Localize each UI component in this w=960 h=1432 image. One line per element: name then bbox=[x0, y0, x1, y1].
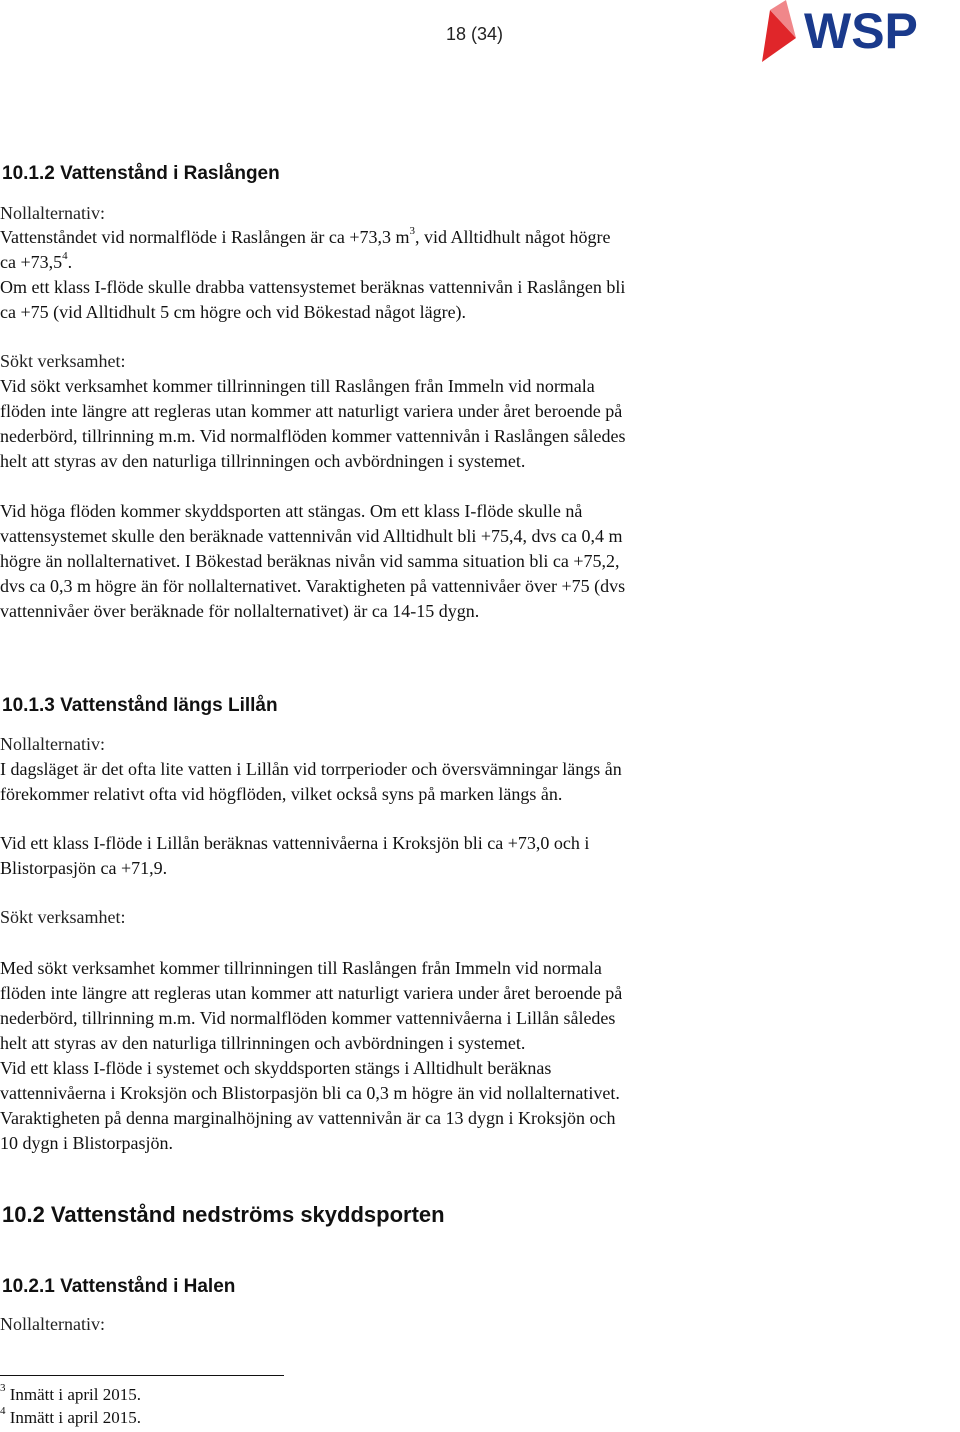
sokt-verksamhet-label: Sökt verksamhet: bbox=[0, 351, 126, 371]
sokt-verksamhet-label: Sökt verksamhet: bbox=[0, 907, 126, 927]
page-number: 18 (34) bbox=[446, 24, 504, 44]
paragraph-nollalternativ-raslangen: Vattenståndet vid normalflöde i Raslången är ca +73,3 $m^3$, vid Alltidhult något högre ca $+73,5^4$. Om ett klass I-flöde skulle drabba vattensystemet beräknas vattennivån i Raslången bli ca +75 (vid Alltidhult 5 cm högre och vid Bökestad något lägre). bbox=[0, 225, 626, 322]
footnote-3: $^3$ Inmätt i april 2015. bbox=[0, 1382, 142, 1404]
footnote-ref-4[interactable]: 4 bbox=[62, 250, 68, 262]
nollalternativ-label: Nollalternativ: bbox=[0, 1314, 105, 1334]
paragraph-sokt-lillan: Med sökt verksamhet kommer tillrinningen till Raslången från Immeln vid normala flöden inte längre att regleras utan kommer att naturligt variera under året beroende på nederbörd, tillrinning m.m. Vid normalflöden kommer vattennivåerna i Lillån således helt att styras av den naturliga tillrinningen och avbördningen i systemet. Vid ett klass I-flöde i systemet och skyddsporten stängs i Alltidhult beräknas vattennivåerna i Kroksjön och Blistorpasjön bli ca 0,3 m högre än vid nollalternativet. Varaktigheten på denna marginalhöjning av vattennivån är ca 13 dygn i Kroksjön och 10 dygn i Blistorpasjön. bbox=[0, 958, 623, 1153]
paragraph-nollalternativ-lillan: I dagsläget är det ofta lite vatten i Lillån vid torrperioder och översvämningar längs ån förekommer relativt ofta vid högflöden, vilket också syns på marken längs ån. bbox=[0, 759, 622, 804]
footnote-ref-3[interactable]: 3 bbox=[409, 225, 416, 237]
paragraph-hoga-floden: Vid höga flöden kommer skyddsporten att stängas. Om ett klass I-flöde skulle nå vattensystemet skulle den beräknade vattennivån vid Alltidhult bli +75,4, dvs ca 0,4 m högre än nollalternativet. I Bökestad beräknas nivån vid samma situation bli ca +75,2, dvs ca 0,3 m högre än för nollalternativet. Varaktigheten på vattennivåer över +75 (dvs vattennivåer över beräknade för nollalternativet) är ca 14-15 dygn. bbox=[0, 501, 626, 621]
section-heading-10-1-2: 10.1.2 Vattenstånd i Raslången bbox=[2, 163, 280, 184]
paragraph-klass-i-flode-lillan: Vid ett klass I-flöde i Lillån beräknas vattennivåerna i Kroksjön bli ca +73,0 och i Blistorpasjön ca +71,9. bbox=[0, 833, 590, 878]
section-heading-10-2-1: 10.2.1 Vattenstånd i Halen bbox=[2, 1276, 236, 1297]
paragraph-sokt-raslangen: Vid sökt verksamhet kommer tillrinningen till Raslången från Immeln vid normala flöden inte längre att regleras utan kommer att naturligt variera under året beroende på nederbörd, tillrinning m.m. Vid normalflöden kommer vattennivån i Raslången således helt att styras av den naturliga tillrinningen och avbördningen i systemet. bbox=[0, 376, 626, 471]
section-heading-10-2: 10.2 Vattenstånd nedströms skyddsporten bbox=[2, 1202, 445, 1227]
wsp-logo bbox=[760, 0, 960, 66]
footnote-4: $^4$ Inmätt i april 2015. bbox=[0, 1405, 142, 1427]
nollalternativ-label: Nollalternativ: bbox=[0, 203, 105, 223]
section-heading-10-1-3: 10.1.3 Vattenstånd längs Lillån bbox=[2, 695, 278, 716]
footnote-divider bbox=[0, 1375, 284, 1376]
nollalternativ-label: Nollalternativ: bbox=[0, 734, 105, 754]
svg-text:WSP: WSP bbox=[804, 3, 918, 59]
